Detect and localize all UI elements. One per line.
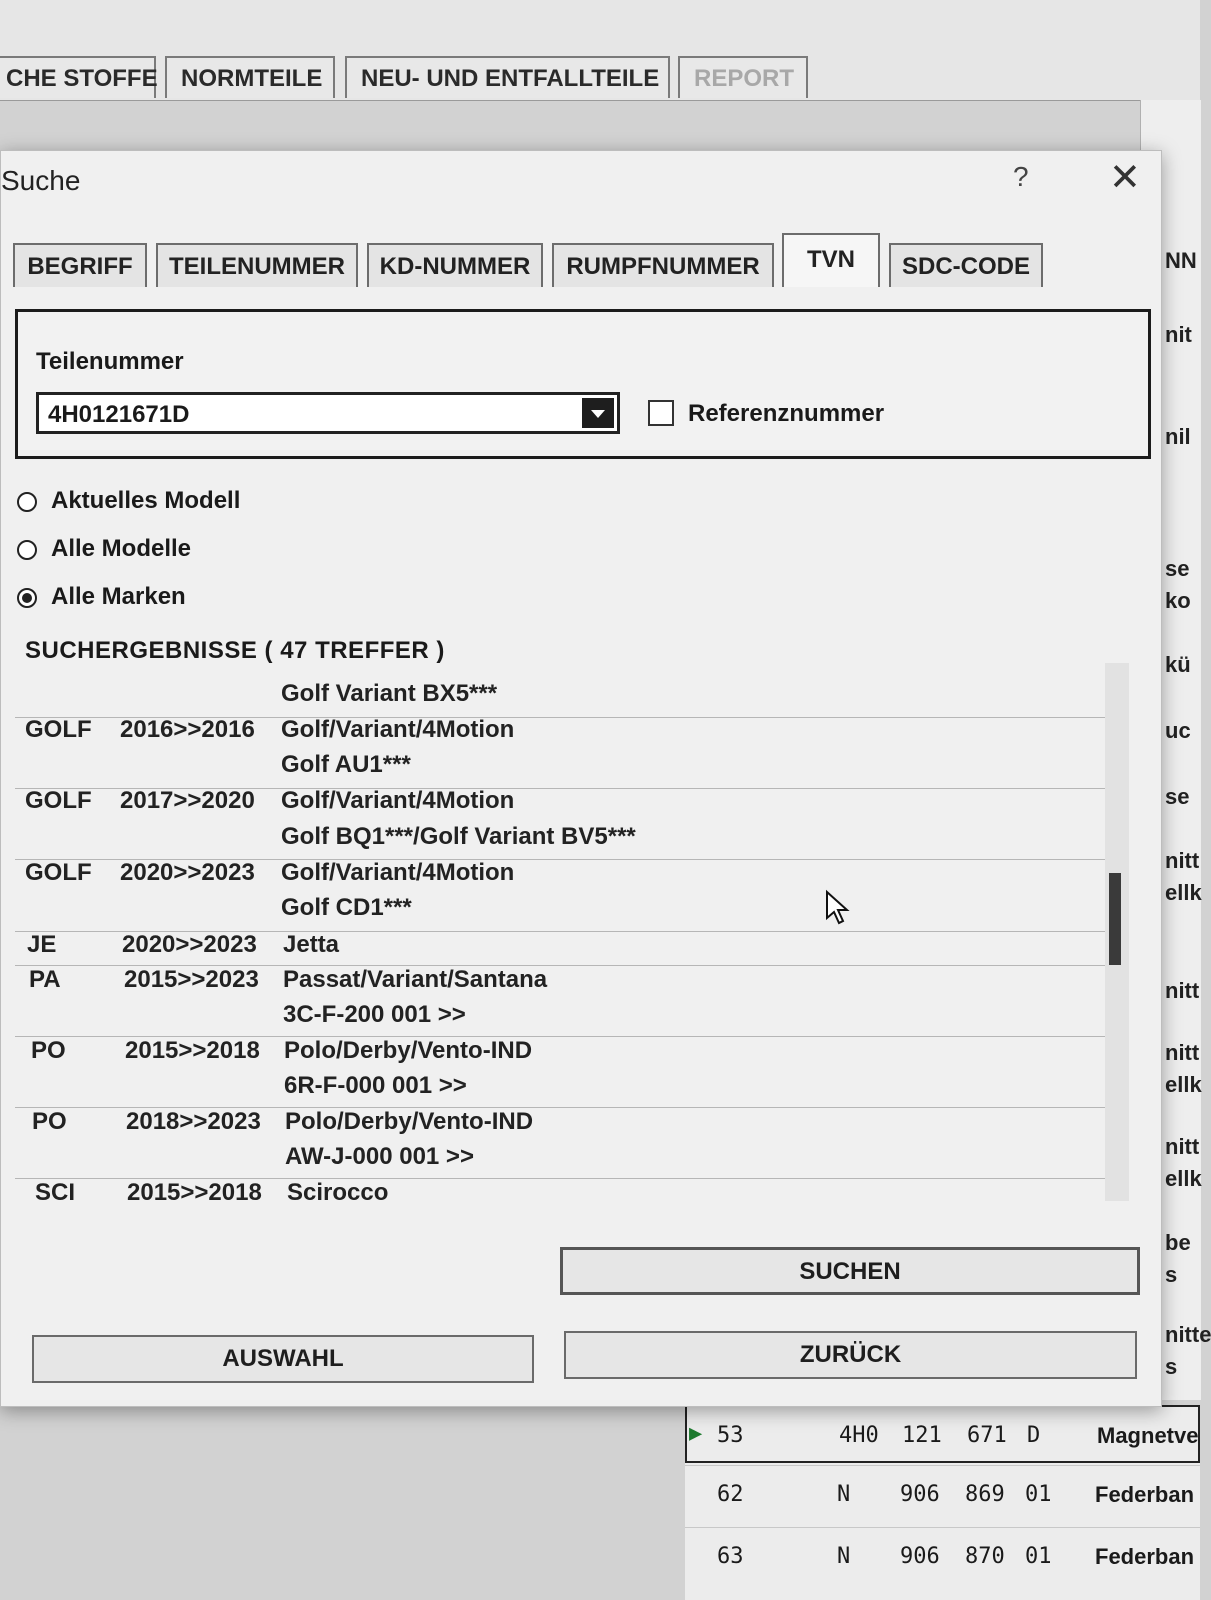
teilenummer-label: Teilenummer bbox=[36, 348, 184, 375]
scrollbar-thumb[interactable] bbox=[1109, 873, 1121, 965]
background-text: nit bbox=[1165, 322, 1192, 347]
reference-number-label: Referenznummer bbox=[688, 400, 885, 427]
tab-neu-und-entfallteile[interactable]: NEU- UND ENTFALLTEILE bbox=[345, 56, 670, 98]
tab-normteile[interactable]: NORMTEILE bbox=[165, 56, 335, 98]
result-detail[interactable]: AW-J-000 001 >> bbox=[285, 1143, 474, 1170]
dropdown-arrow-icon[interactable] bbox=[582, 398, 614, 428]
app-tab-bar bbox=[0, 0, 1200, 101]
result-detail[interactable]: 6R-F-000 001 >> bbox=[284, 1072, 467, 1099]
tab-chemische-stoffe[interactable]: CHE STOFFE bbox=[0, 56, 156, 98]
background-text: se bbox=[1165, 784, 1190, 809]
select-button[interactable]: AUSWAHL bbox=[32, 1335, 534, 1383]
parts-pos: 63 bbox=[717, 1544, 744, 1569]
result-detail[interactable]: Golf Variant BX5*** bbox=[281, 680, 498, 707]
parts-prefix: 4H0 bbox=[839, 1423, 879, 1448]
result-model[interactable]: Jetta bbox=[283, 931, 340, 958]
radio-label-alle-modelle: Alle Modelle bbox=[51, 535, 192, 562]
background-text: nitte bbox=[1165, 1322, 1211, 1347]
background-text: ellk bbox=[1165, 880, 1202, 905]
radio-aktuelles-modell[interactable] bbox=[17, 492, 37, 512]
part-number-combobox[interactable] bbox=[36, 392, 620, 434]
parts-pos: 62 bbox=[717, 1482, 744, 1507]
background-text: nitt bbox=[1165, 1134, 1200, 1159]
result-model[interactable]: Golf/Variant/4Motion bbox=[281, 716, 515, 743]
background-text: s bbox=[1165, 1354, 1178, 1379]
result-model[interactable]: Polo/Derby/Vento-IND bbox=[284, 1037, 533, 1064]
tab-sdc-code[interactable]: SDC-CODE bbox=[889, 243, 1043, 287]
part-number-value: 4H0121671D bbox=[48, 401, 190, 428]
result-code[interactable]: SCI bbox=[35, 1179, 76, 1206]
parts-pos: 53 bbox=[717, 1423, 744, 1448]
tab-rumpfnummer[interactable]: RUMPFNUMMER bbox=[552, 243, 774, 287]
parts-suffix: 01 bbox=[1025, 1544, 1052, 1569]
radio-alle-marken[interactable] bbox=[17, 588, 37, 608]
parts-description: Federban bbox=[1095, 1544, 1195, 1569]
parts-prefix: N bbox=[837, 1544, 851, 1569]
mouse-pointer-icon bbox=[825, 890, 851, 926]
parts-row[interactable] bbox=[685, 1527, 1200, 1588]
result-years[interactable]: 2017>>2020 bbox=[120, 787, 255, 814]
result-code[interactable]: PA bbox=[29, 966, 61, 993]
result-model[interactable]: Golf/Variant/4Motion bbox=[281, 787, 515, 814]
close-icon[interactable]: ✕ bbox=[1109, 157, 1141, 199]
result-model[interactable]: Passat/Variant/Santana bbox=[283, 966, 548, 993]
search-dialog bbox=[0, 150, 1162, 1407]
result-years[interactable]: 2020>>2023 bbox=[122, 931, 257, 958]
result-model[interactable]: Polo/Derby/Vento-IND bbox=[285, 1108, 534, 1135]
result-code[interactable]: GOLF bbox=[25, 716, 92, 743]
tab-report: REPORT bbox=[678, 56, 808, 98]
parts-suffix: D bbox=[1027, 1423, 1041, 1448]
parts-row-selected[interactable] bbox=[685, 1405, 1200, 1463]
result-years[interactable]: 2018>>2023 bbox=[126, 1108, 261, 1135]
result-code[interactable]: PO bbox=[32, 1108, 67, 1135]
result-code[interactable]: GOLF bbox=[25, 787, 92, 814]
parts-number: 870 bbox=[965, 1544, 1005, 1569]
reference-number-checkbox[interactable] bbox=[648, 400, 674, 426]
result-code[interactable]: PO bbox=[31, 1037, 66, 1064]
result-years[interactable]: 2016>>2016 bbox=[120, 716, 255, 743]
tab-kd-nummer[interactable]: KD-NUMMER bbox=[367, 243, 543, 287]
result-model[interactable]: Scirocco bbox=[287, 1179, 389, 1206]
background-text: se bbox=[1165, 556, 1190, 581]
radio-label-aktuelles-modell: Aktuelles Modell bbox=[51, 487, 241, 514]
result-years[interactable]: 2015>>2023 bbox=[124, 966, 259, 993]
result-detail[interactable]: Golf CD1*** bbox=[281, 894, 412, 921]
result-model[interactable]: Golf/Variant/4Motion bbox=[281, 859, 515, 886]
parts-main-group: 121 bbox=[902, 1423, 942, 1448]
parts-main-group: 906 bbox=[900, 1544, 940, 1569]
result-detail[interactable]: Golf AU1*** bbox=[281, 751, 411, 778]
tab-teilenummer[interactable]: TEILENUMMER bbox=[156, 243, 358, 287]
tab-begriff[interactable]: BEGRIFF bbox=[13, 243, 147, 287]
result-detail[interactable]: Golf BQ1***/Golf Variant BV5*** bbox=[281, 823, 636, 850]
parts-row[interactable] bbox=[685, 1465, 1200, 1526]
background-text: nitt bbox=[1165, 1040, 1200, 1065]
background-text: uc bbox=[1165, 718, 1191, 743]
parts-number: 869 bbox=[965, 1482, 1005, 1507]
background-text: nitt bbox=[1165, 978, 1200, 1003]
results-title: SUCHERGEBNISSE ( 47 TREFFER ) bbox=[25, 637, 445, 664]
background-text: be bbox=[1165, 1230, 1191, 1255]
parts-table bbox=[685, 1405, 1200, 1600]
tab-tvn[interactable]: TVN bbox=[782, 233, 880, 287]
back-button[interactable]: ZURÜCK bbox=[564, 1331, 1137, 1379]
result-code[interactable]: JE bbox=[27, 931, 57, 958]
background-text: NN bbox=[1165, 248, 1197, 273]
result-years[interactable]: 2020>>2023 bbox=[120, 859, 255, 886]
dialog-title: Suche bbox=[1, 165, 81, 196]
parts-description: Magnetve bbox=[1097, 1423, 1199, 1448]
background-text: kü bbox=[1165, 652, 1191, 677]
teilenummer-group bbox=[15, 309, 1151, 459]
result-years[interactable]: 2015>>2018 bbox=[125, 1037, 260, 1064]
result-code[interactable]: GOLF bbox=[25, 859, 92, 886]
search-button[interactable]: SUCHEN bbox=[560, 1247, 1140, 1295]
parts-description: Federban bbox=[1095, 1482, 1195, 1507]
background-text: ellk bbox=[1165, 1072, 1202, 1097]
background-text: nil bbox=[1165, 424, 1191, 449]
results-list bbox=[15, 663, 1115, 1223]
parts-main-group: 906 bbox=[900, 1482, 940, 1507]
radio-alle-modelle[interactable] bbox=[17, 540, 37, 560]
background-text: ellk bbox=[1165, 1166, 1202, 1191]
help-icon[interactable]: ? bbox=[1013, 161, 1029, 192]
parts-suffix: 01 bbox=[1025, 1482, 1052, 1507]
result-years[interactable]: 2015>>2018 bbox=[127, 1179, 262, 1206]
parts-number: 671 bbox=[967, 1423, 1007, 1448]
result-detail[interactable]: 3C-F-200 001 >> bbox=[283, 1001, 466, 1028]
parts-prefix: N bbox=[837, 1482, 851, 1507]
background-text: nitt bbox=[1165, 848, 1200, 873]
row-pointer-icon: ▶ bbox=[689, 1421, 703, 1446]
background-text: ko bbox=[1165, 588, 1191, 613]
background-text: s bbox=[1165, 1262, 1178, 1287]
radio-label-alle-marken: Alle Marken bbox=[51, 583, 186, 610]
